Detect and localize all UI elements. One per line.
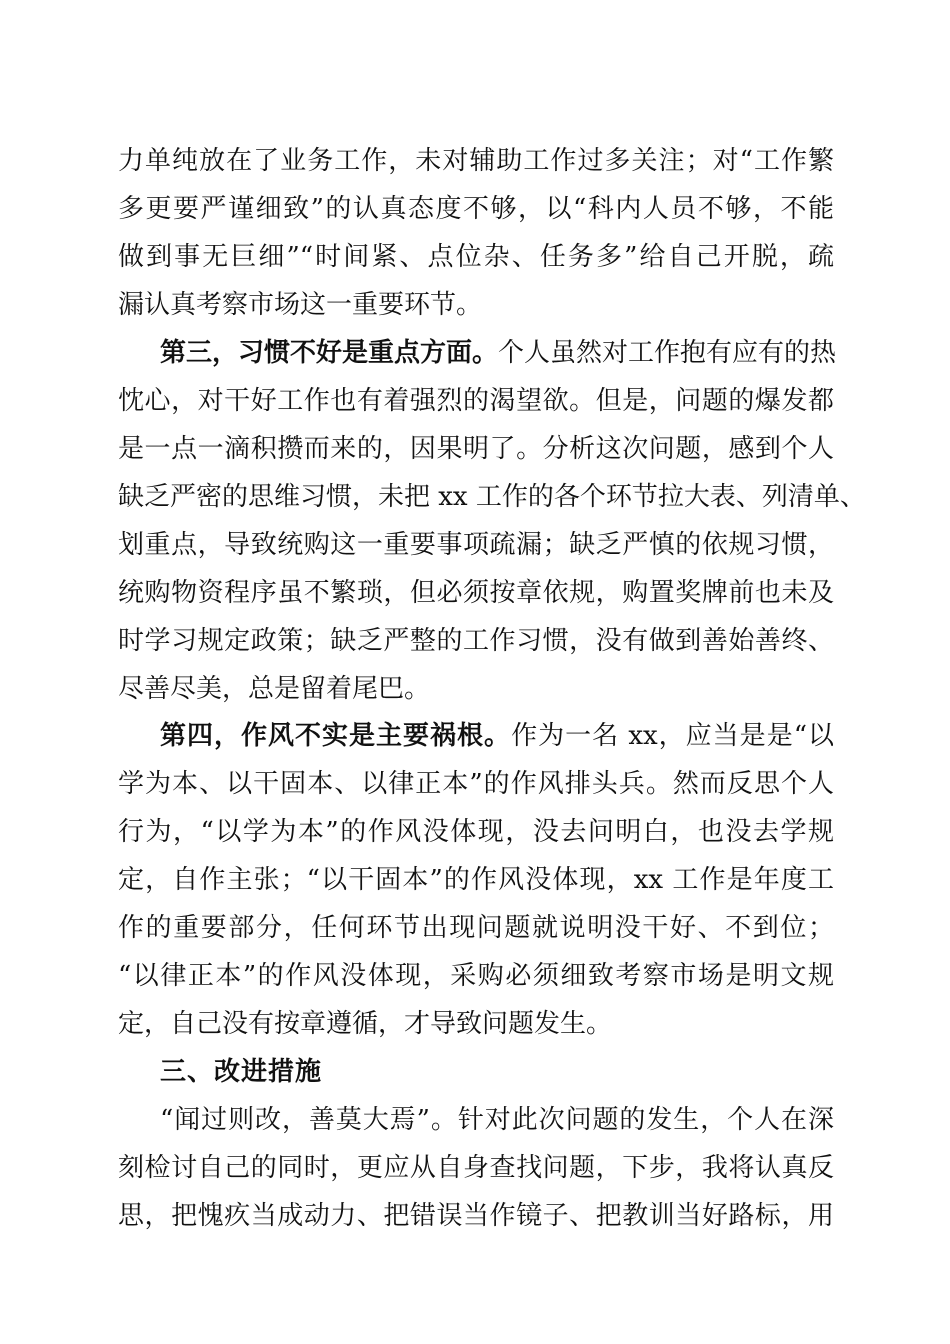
- paragraph-first-line: [160, 329, 837, 377]
- paragraph-line: 定，自作主张；“以干固本”的作风没体现，xx 工作是年度工: [118, 865, 834, 895]
- paragraph-line: 缺乏严密的思维习惯，未把 xx 工作的各个环节拉大表、列清单、: [118, 482, 866, 512]
- paragraph-line: 刻检讨自己的同时，更应从自身查找问题，下步，我将认真反: [118, 1153, 834, 1183]
- paragraph-line: 定，自己没有按章遵循，才导致问题发生。: [118, 1009, 613, 1039]
- paragraph-line: 做到事无巨细”“时间紧、点位杂、任务多”给自己开脱，疏: [118, 242, 834, 272]
- paragraph-lead-bold: 第四，作风不实是主要祸根。: [160, 721, 512, 751]
- paragraph-line: 统购物资程序虽不繁琐，但必须按章依规，购置奖牌前也未及: [118, 578, 834, 608]
- paragraph-line: 忱心，对干好工作也有着强烈的渴望欲。但是，问题的爆发都: [118, 386, 834, 416]
- paragraph-first-line-text: 个人虽然对工作抱有应有的热: [498, 338, 837, 368]
- section-heading: 三、改进措施: [160, 1057, 323, 1087]
- paragraph-first-line-text: 作为一名 xx，应当是是“以: [511, 721, 834, 751]
- paragraph-first-line: “闻过则改，善莫大焉”。针对此次问题的发生，个人在深: [160, 1105, 834, 1135]
- paragraph-line: 作的重要部分，任何环节出现问题就说明没干好、不到位；: [118, 913, 834, 943]
- paragraph-line: 学为本、以干固本、以律正本”的作风排头兵。然而反思个人: [118, 769, 834, 799]
- paragraph-line: 是一点一滴积攒而来的，因果明了。分析这次问题，感到个人: [118, 434, 834, 464]
- paragraph-line: 划重点，导致统购这一重要事项疏漏；缺乏严慎的依规习惯，: [118, 530, 834, 560]
- paragraph-line: 尽善尽美，总是留着尾巴。: [118, 674, 431, 704]
- paragraph-line: 思，把愧疚当成动力、把错误当作镜子、把教训当好路标，用: [118, 1201, 834, 1231]
- paragraph-line: “以律正本”的作风没体现，采购必须细致考察市场是明文规: [118, 961, 834, 991]
- paragraph-line: 多更要严谨细致”的认真态度不够，以“科内人员不够，不能: [118, 194, 834, 224]
- paragraph-lead-bold: 第三，习惯不好是重点方面。: [160, 338, 499, 368]
- paragraph-line: 行为，“以学为本”的作风没体现，没去问明白，也没去学规: [118, 817, 834, 847]
- paragraph-first-line: [160, 712, 834, 760]
- paragraph-line: 漏认真考察市场这一重要环节。: [118, 290, 483, 320]
- paragraph-line: 时学习规定政策；缺乏严整的工作习惯，没有做到善始善终、: [118, 626, 834, 656]
- paragraph-line: 力单纯放在了业务工作，未对辅助工作过多关注；对“工作繁: [118, 146, 834, 176]
